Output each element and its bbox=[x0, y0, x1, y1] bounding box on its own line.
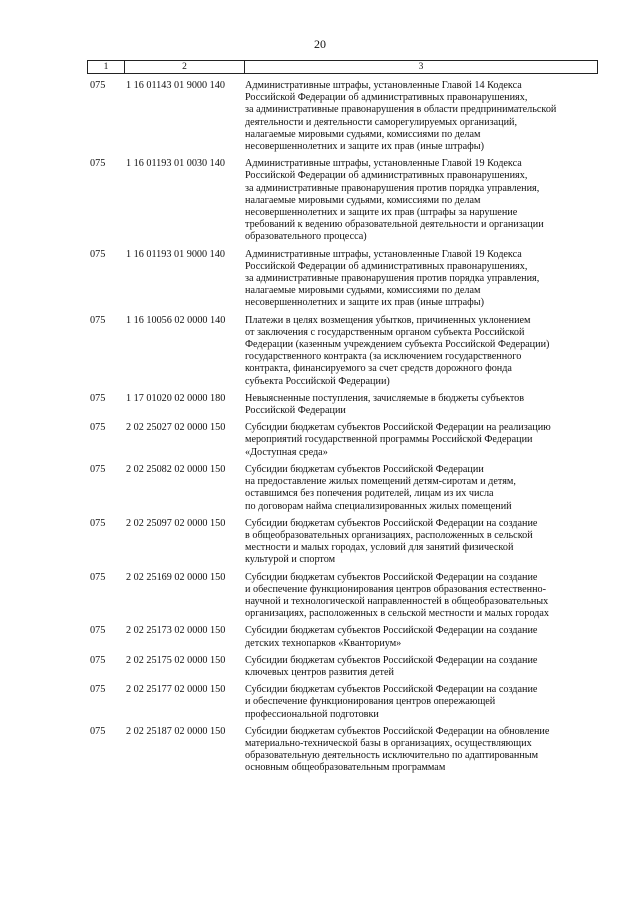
description-line: Российской Федерации об административных правонарушениях, bbox=[245, 170, 528, 182]
description-line: оставшимся без попечения родителей, лицам из их числа bbox=[245, 488, 494, 500]
description-line: Административные штрафы, установленные Главой 19 Кодекса bbox=[245, 248, 522, 260]
description-line: научной и технологической направленностей в общеобразовательных bbox=[245, 595, 549, 607]
description-line: государственного контракта (за исключением государственного bbox=[245, 351, 522, 363]
table-row bbox=[87, 572, 602, 621]
description-line: налагаемые мировыми судьями, комиссиями по делам bbox=[245, 285, 481, 297]
description-line: основным общеобразовательным программам bbox=[245, 762, 446, 774]
column-header-3: 3 bbox=[245, 61, 598, 74]
description-line: организациях, расположенных в сельской местности и малых городах bbox=[245, 608, 549, 620]
budget-code-cell: 2 02 25027 02 0000 150 bbox=[126, 422, 226, 434]
description-line: по договорам найма специализированных жилых помещений bbox=[245, 500, 512, 512]
description-line: «Доступная среда» bbox=[245, 446, 328, 458]
description-line: несовершеннолетних и защите их прав (иные штрафы) bbox=[245, 141, 485, 153]
table-row bbox=[87, 393, 602, 417]
table-row bbox=[87, 625, 602, 649]
admin-code-cell: 075 bbox=[90, 80, 106, 91]
description-line: Российской Федерации bbox=[245, 405, 346, 417]
table-row bbox=[87, 655, 602, 679]
budget-code-cell: 2 02 25082 02 0000 150 bbox=[126, 463, 226, 475]
column-header-1: 1 bbox=[88, 61, 125, 74]
description-line: за административные правонарушения против порядка управления, bbox=[245, 273, 540, 285]
description-line: культурой и спортом bbox=[245, 554, 336, 566]
description-line: Субсидии бюджетам субъектов Российской Федерации на создание bbox=[245, 571, 538, 583]
description-line: требований к ведению образовательной деятельности и организации bbox=[245, 219, 544, 231]
table-row bbox=[87, 249, 602, 310]
description-cell bbox=[245, 249, 602, 310]
table-row bbox=[87, 315, 602, 388]
description-line: мероприятий государственной программы Российской Федерации bbox=[245, 434, 533, 446]
description-line: ключевых центров развития детей bbox=[245, 666, 394, 678]
budget-code-cell: 2 02 25173 02 0000 150 bbox=[126, 625, 226, 637]
description-line: Российской Федерации об административных правонарушениях, bbox=[245, 260, 528, 272]
table-row bbox=[87, 684, 602, 721]
description-cell bbox=[245, 655, 602, 679]
description-cell bbox=[245, 684, 602, 721]
description-line: Субсидии бюджетам субъектов Российской Федерации на создание bbox=[245, 654, 538, 666]
table-row bbox=[87, 158, 602, 243]
description-line: и обеспечение функционирования центров образования естественно- bbox=[245, 583, 547, 595]
description-cell bbox=[245, 422, 602, 459]
admin-code-cell: 075 bbox=[90, 654, 106, 666]
description-line: Субсидии бюджетам субъектов Российской Федерации на обновление bbox=[245, 725, 550, 737]
description-line: материально-технической базы в организациях, осуществляющих bbox=[245, 737, 532, 749]
description-line: контракта, финансируемого за счет средств дорожного фонда bbox=[245, 363, 512, 375]
budget-code-cell: 2 02 25175 02 0000 150 bbox=[126, 654, 226, 666]
admin-code-cell: 075 bbox=[90, 684, 106, 696]
table-body bbox=[87, 80, 602, 780]
description-line: детских технопарков «Кванториум» bbox=[245, 637, 402, 649]
description-line: Субсидии бюджетам субъектов Российской Федерации на создание bbox=[245, 517, 538, 529]
description-cell bbox=[245, 518, 602, 567]
description-line: Невыясненные поступления, зачисляемые в бюджеты субъектов bbox=[245, 392, 525, 404]
admin-code-cell: 075 bbox=[90, 422, 106, 434]
description-line: Субсидии бюджетам субъектов Российской Федерации на создание bbox=[245, 684, 538, 696]
column-header-2: 2 bbox=[125, 61, 245, 74]
budget-code-cell: 1 17 01020 02 0000 180 bbox=[126, 392, 226, 404]
admin-code-cell: 075 bbox=[90, 571, 106, 583]
budget-code-cell: 2 02 25187 02 0000 150 bbox=[126, 725, 226, 737]
description-line: Субсидии бюджетам субъектов Российской Федерации на реализацию bbox=[245, 422, 551, 434]
description-line: Субсидии бюджетам субъектов Российской Федерации на создание bbox=[245, 625, 538, 637]
description-cell bbox=[245, 726, 602, 775]
description-line: Административные штрафы, установленные Главой 14 Кодекса bbox=[245, 80, 522, 91]
description-line: субъекта Российской Федерации) bbox=[245, 375, 390, 387]
admin-code-cell: 075 bbox=[90, 248, 106, 260]
description-line: образовательную деятельность исключительно по адаптированным bbox=[245, 750, 539, 762]
description-line: Административные штрафы, установленные Главой 19 Кодекса bbox=[245, 158, 522, 170]
table-row bbox=[87, 726, 602, 775]
admin-code-cell: 075 bbox=[90, 725, 106, 737]
admin-code-cell: 075 bbox=[90, 392, 106, 404]
column-header-table bbox=[87, 60, 598, 74]
description-line: на предоставление жилых помещений детям-сиротам и детям, bbox=[245, 476, 516, 488]
admin-code-cell: 075 bbox=[90, 314, 106, 326]
admin-code-cell: 075 bbox=[90, 158, 106, 170]
description-line: деятельности и деятельности саморегулируемых организаций, bbox=[245, 116, 518, 128]
description-line: в общеобразовательных организациях, расположенных в сельской bbox=[245, 529, 533, 541]
description-line: несовершеннолетних и защите их прав (штрафы за нарушение bbox=[245, 207, 518, 219]
budget-code-cell: 2 02 25169 02 0000 150 bbox=[126, 571, 226, 583]
budget-code-cell: 1 16 01193 01 9000 140 bbox=[126, 248, 225, 260]
description-cell bbox=[245, 393, 602, 417]
description-line: Федерации (казенным учреждением субъекта Российской Федерации) bbox=[245, 339, 550, 351]
budget-code-cell: 1 16 01193 01 0030 140 bbox=[126, 158, 225, 170]
description-line: образовательного процесса) bbox=[245, 231, 367, 243]
description-line: за административные правонарушения в области предпринимательской bbox=[245, 104, 557, 116]
description-line: Субсидии бюджетам субъектов Российской Федерации bbox=[245, 463, 484, 475]
description-line: профессиональной подготовки bbox=[245, 708, 379, 720]
description-cell bbox=[245, 80, 602, 153]
column-header-row bbox=[88, 61, 598, 74]
budget-code-cell: 1 16 10056 02 0000 140 bbox=[126, 314, 226, 326]
description-line: Российской Федерации об административных правонарушениях, bbox=[245, 92, 528, 104]
table-row bbox=[87, 80, 602, 153]
admin-code-cell: 075 bbox=[90, 517, 106, 529]
description-cell bbox=[245, 572, 602, 621]
admin-code-cell: 075 bbox=[90, 463, 106, 475]
description-line: налагаемые мировыми судьями, комиссиями по делам bbox=[245, 194, 481, 206]
description-line: налагаемые мировыми судьями, комиссиями по делам bbox=[245, 128, 481, 140]
table-row bbox=[87, 422, 602, 459]
description-line: и обеспечение функционирования центров опережающей bbox=[245, 696, 496, 708]
admin-code-cell: 075 bbox=[90, 625, 106, 637]
description-line: несовершеннолетних и защите их прав (иные штрафы) bbox=[245, 297, 485, 309]
table-row bbox=[87, 518, 602, 567]
page-number: 20 bbox=[314, 37, 326, 51]
table-row bbox=[87, 464, 602, 513]
description-line: Платежи в целях возмещения убытков, причиненных уклонением bbox=[245, 314, 531, 326]
description-line: от заключения с государственным органом субъекта Российской bbox=[245, 326, 525, 338]
description-cell bbox=[245, 315, 602, 388]
description-line: местности и малых городах, условий для занятий физической bbox=[245, 542, 514, 554]
description-cell bbox=[245, 158, 602, 243]
budget-code-cell: 1 16 01143 01 9000 140 bbox=[126, 80, 225, 91]
budget-code-cell: 2 02 25177 02 0000 150 bbox=[126, 684, 226, 696]
description-cell bbox=[245, 464, 602, 513]
budget-code-cell: 2 02 25097 02 0000 150 bbox=[126, 517, 226, 529]
description-cell bbox=[245, 625, 602, 649]
description-line: за административные правонарушения против порядка управления, bbox=[245, 182, 540, 194]
